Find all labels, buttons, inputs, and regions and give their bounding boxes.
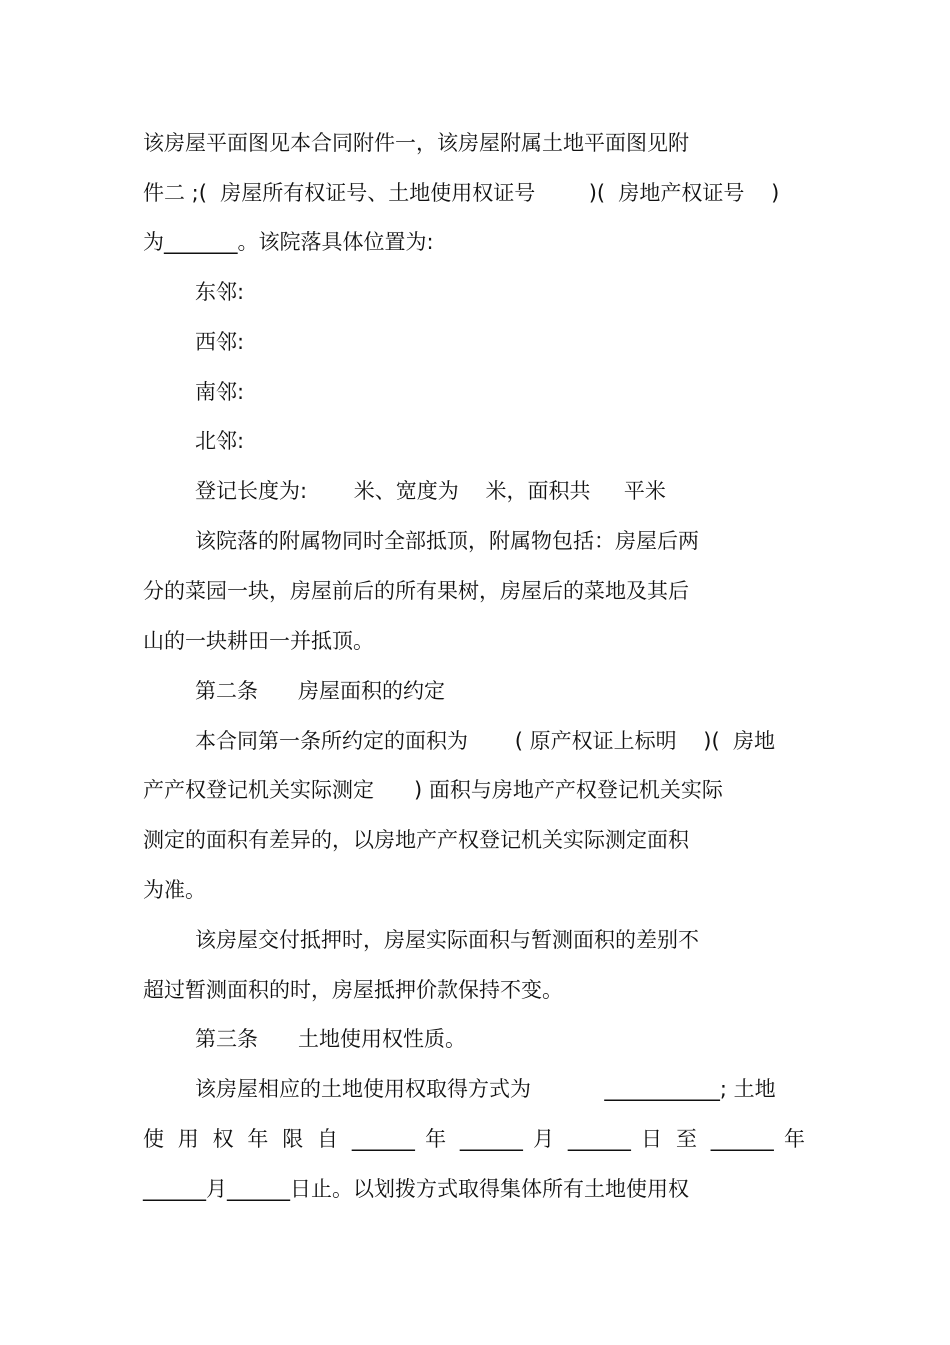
east-neighbor-line: 东邻: [195, 280, 245, 304]
west-neighbor-line: 西邻: [195, 330, 245, 354]
paragraph-line-2: 件二 ;( 房屋所有权证号、土地使用权证号 )( 房地产权证号 ) [143, 181, 780, 205]
registered-size-line: 登记长度为: 米、宽度为 米，面积共 平米 [195, 479, 666, 503]
land-use-line-3: ______月______日止。以划拨方式取得集体所有土地使用权 [143, 1177, 689, 1201]
area-difference-line-1: 该房屋交付抵押时，房屋实际面积与暂测面积的差别不 [195, 928, 699, 952]
appurtenance-line-3: 山的一块耕田一并抵顶。 [143, 629, 374, 653]
article-three-heading: 第三条 土地使用权性质。 [195, 1027, 467, 1051]
area-difference-line-2: 超过暂测面积的时，房屋抵押价款保持不变。 [143, 978, 563, 1002]
area-clause-line-3: 测定的面积有差异的，以房地产产权登记机关实际测定面积 [143, 828, 689, 852]
land-use-term-line: 使 用 权 年 限 自 ______ 年 ______ 月 ______ 日 至 ______ 年 [143, 1127, 805, 1151]
south-neighbor-line: 南邻: [195, 380, 245, 404]
land-use-line-1: 该房屋相应的土地使用权取得方式为 ___________; 土地 [195, 1077, 776, 1101]
paragraph-line-1: 该房屋平面图见本合同附件一，该房屋附属土地平面图见附 [143, 131, 689, 155]
area-clause-line-2: 产产权登记机关实际测定 ) 面积与房地产产权登记机关实际 [143, 778, 723, 802]
paragraph-line-3: 为_______。该院落具体位置为: [143, 230, 434, 254]
appurtenance-line-2: 分的菜园一块，房屋前后的所有果树，房屋后的菜地及其后 [143, 579, 689, 603]
north-neighbor-line: 北邻: [195, 429, 245, 453]
area-clause-line-1: 本合同第一条所约定的面积为 ( 原产权证上标明 )( 房地 [195, 729, 776, 753]
area-clause-line-4: 为准。 [143, 878, 206, 902]
article-two-heading: 第二条 房屋面积的约定 [195, 679, 446, 703]
appurtenance-line-1: 该院落的附属物同时全部抵顶，附属物包括：房屋后两 [195, 529, 699, 553]
